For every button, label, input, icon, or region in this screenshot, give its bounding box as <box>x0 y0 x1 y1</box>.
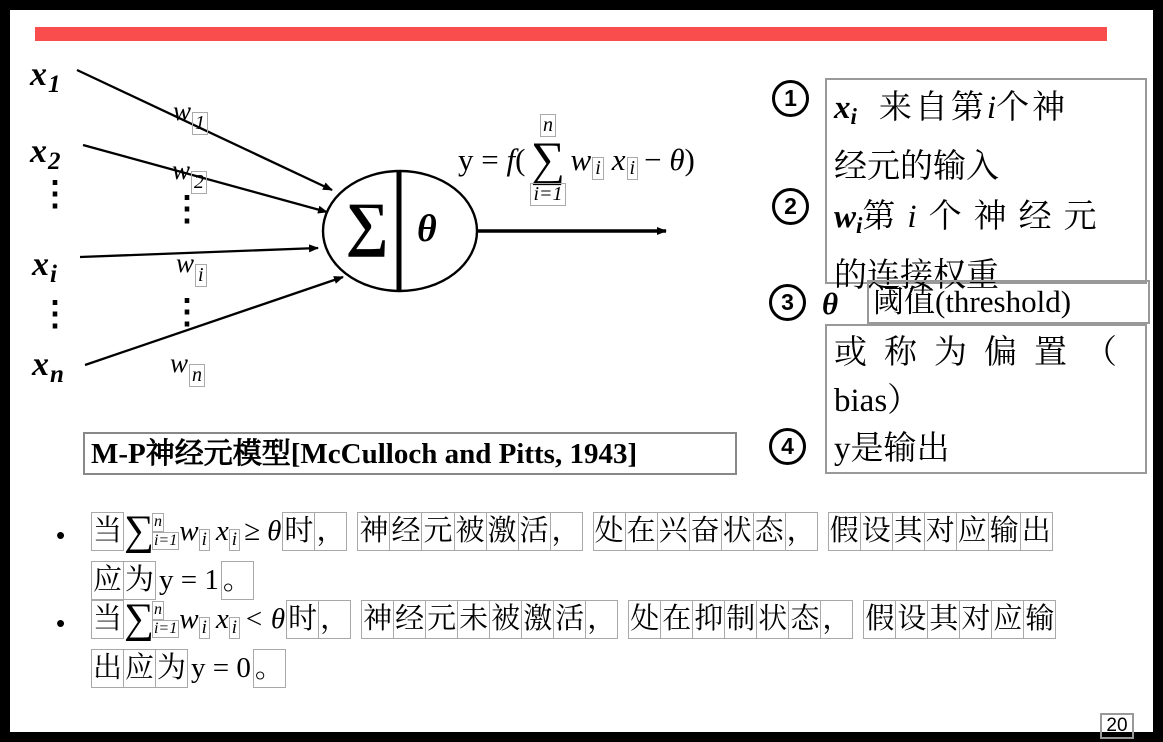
circled-number-4: 4 <box>769 428 806 465</box>
bullet-2-w-sub: i <box>199 617 210 639</box>
bullet-1-line2-pre: 应 为 <box>92 561 156 600</box>
w1-base: w <box>173 96 192 126</box>
formula-x: x <box>611 142 626 178</box>
bullet-2-x: x <box>215 603 229 636</box>
x1-sub: 1 <box>48 71 61 98</box>
legend-line-xi: xi 来自第i个神 <box>834 90 1069 129</box>
vertical-ellipsis: ⋮ <box>170 191 204 228</box>
xn-sub: n <box>50 361 64 388</box>
bullet-marker-2: • <box>56 608 66 638</box>
bullet-2-text: 时 ， 神 经 元 未 被 激 活 ， 处 在 抑 制 状 态 ， 假 设 其 对 应 输 <box>287 600 1056 639</box>
sigma-icon: ∑ <box>530 133 566 186</box>
bullet-2-relation: < θ <box>244 603 286 636</box>
input-label-xi <box>32 248 57 287</box>
activation-formula <box>458 114 695 206</box>
x1-base: x <box>30 56 47 93</box>
vertical-ellipsis: ⋮ <box>170 294 204 331</box>
bullet-1-equation: y = 1 <box>159 564 219 597</box>
bullet-1-text: 时 ， 神 经 元 被 激 活 ， 处 在 兴 奋 状 态 ， 假 设 其 对 应 输 出 <box>283 512 1052 551</box>
legend-line-output: y是输出 <box>834 431 950 467</box>
bullet-2-w: w <box>179 603 199 636</box>
sum-symbol: ∑ <box>345 191 389 257</box>
bullet-2-equation: y = 0 <box>191 652 251 685</box>
sum-lower-limit: i=1 <box>530 183 565 206</box>
bullet-2-line2-end: 。 <box>254 649 286 688</box>
x2-sub: 2 <box>48 148 61 175</box>
summation <box>530 114 565 206</box>
bullet-2-lead: 当 <box>92 600 124 639</box>
page-number: 20 <box>1100 713 1134 739</box>
x2-base: x <box>30 133 47 170</box>
bullet-1-sum: ∑ n i=1 <box>124 507 178 554</box>
circled-number-3: 3 <box>769 284 806 321</box>
bullet-2-line-2 <box>92 649 286 688</box>
bullet-1-line2-end: 。 <box>222 561 254 600</box>
sigma-icon: ∑ <box>124 507 154 554</box>
sigma-icon: ∑ <box>124 595 154 642</box>
input-arrow-4 <box>85 277 343 365</box>
legend-line-wi-2: 的连接权重 <box>834 258 999 294</box>
wn-base: w <box>170 348 189 378</box>
legend-box-threshold: 阈值(threshold) <box>867 280 1150 324</box>
bullet-1-line-2 <box>92 561 254 600</box>
formula-x-sub: i <box>627 157 639 180</box>
weight-label-w2 <box>172 155 207 193</box>
bullet-1-relation: ≥ θ <box>244 515 282 548</box>
circled-number-1: 1 <box>772 80 809 117</box>
legend-box-bias-output <box>825 324 1147 474</box>
vertical-ellipsis: ⋮ <box>38 296 72 333</box>
wn-sub: n <box>189 364 205 387</box>
theta-symbol: θ <box>417 208 437 250</box>
weight-label-w1 <box>173 96 208 134</box>
vertical-ellipsis: ⋮ <box>38 176 72 213</box>
sum-upper-limit: n <box>540 114 556 137</box>
legend-theta-symbol: θ <box>822 286 839 321</box>
xi-base: x <box>32 246 49 283</box>
formula-w-sub: i <box>592 157 604 180</box>
circled-number-2: 2 <box>772 188 809 225</box>
weight-label-wn <box>170 348 205 386</box>
formula-w: w <box>570 142 592 178</box>
bullet-1-lead: 当 <box>92 512 124 551</box>
legend-line-wi: wi第i个神经元 <box>834 199 1109 238</box>
bullet-marker-1: • <box>56 520 66 550</box>
w2-base: w <box>172 155 191 185</box>
bullet-2-sum: ∑ n i=1 <box>124 595 178 642</box>
input-label-x1 <box>30 58 61 97</box>
legend-box-inputs-weights <box>825 78 1147 294</box>
bullet-1-line-1 <box>92 507 1053 554</box>
bullet-1-w: w <box>179 515 199 548</box>
formula-tail: − θ) <box>644 142 695 178</box>
wi-base: w <box>176 248 195 278</box>
input-label-xn <box>32 348 64 387</box>
bullet-2-x-sub: i <box>229 617 240 639</box>
bullet-1-w-sub: i <box>199 529 210 551</box>
xi-sub: i <box>50 261 57 288</box>
w1-sub: 1 <box>192 112 208 135</box>
formula-lhs: y = f( <box>458 142 526 178</box>
weight-label-wi <box>176 248 207 286</box>
legend-line-bias-2: bias） <box>834 383 921 419</box>
bullet-2-line2-pre: 出 应 为 <box>92 649 188 688</box>
legend-line-xi-2: 经元的输入 <box>834 149 999 185</box>
xn-base: x <box>32 346 49 383</box>
bullet-1-x-sub: i <box>229 529 240 551</box>
wi-sub: i <box>195 264 207 287</box>
model-caption: M-P神经元模型[McCulloch and Pitts, 1943] <box>83 432 737 475</box>
input-label-x2 <box>30 135 61 174</box>
bullet-2-line-1 <box>92 595 1056 642</box>
w2-sub: 2 <box>191 171 207 194</box>
legend-line-bias-1: 或称为偏置（ <box>834 335 1134 371</box>
bullet-1-x: x <box>215 515 229 548</box>
